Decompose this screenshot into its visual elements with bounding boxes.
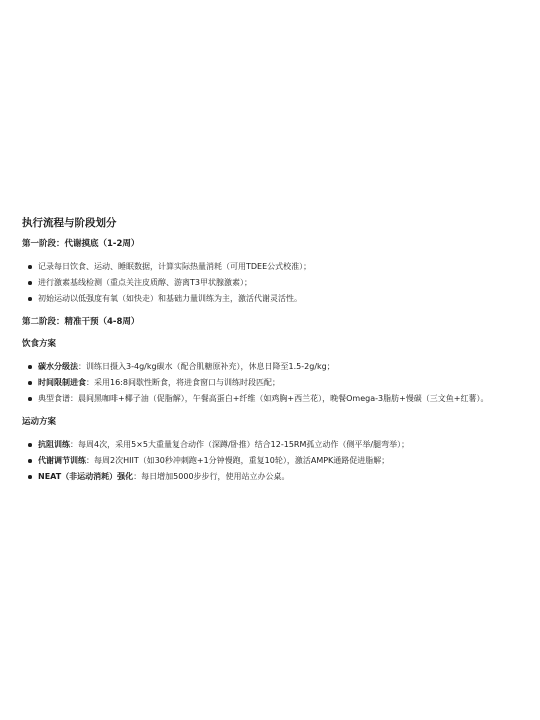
diet-list (22, 360, 522, 406)
bullet-icon (28, 365, 32, 369)
bullet-icon (28, 281, 32, 285)
document-body (22, 216, 522, 494)
bullet-icon (28, 297, 32, 301)
bullet-icon (28, 459, 32, 463)
list-item: 初始运动以低强度有氧（如快走）和基础力量训练为主，激活代谢灵活性。 (22, 292, 522, 306)
list-item: 代谢调节训练：每周2次HIIT（如30秒冲刺跑+1分钟慢跑，重复10轮），激活AMPK通路促进脂解； (22, 454, 522, 468)
list-item: 抗阻训练：每周4次，采用5×5大重量复合动作（深蹲/卧推）结合12-15RM孤立动作（侧平举/腿弯举）； (22, 438, 522, 452)
phase1-title: 第一阶段：代谢摸底（1-2周） (22, 239, 140, 249)
list-item: 典型食谱：晨间黑咖啡+椰子油（促脂解），午餐高蛋白+纤维（如鸡胸+西兰花），晚餐Omega-3脂肪+慢碳（三文鱼+红薯）。 (22, 392, 522, 406)
bullet-icon (28, 397, 32, 401)
exercise-title: 运动方案 (22, 417, 57, 427)
list-item: 进行激素基线检测（重点关注皮质醇、游离T3甲状腺激素）； (22, 276, 522, 290)
bullet-icon (28, 443, 32, 447)
phase1-list (22, 260, 522, 306)
bullet-icon (28, 265, 32, 269)
list-item: 记录每日饮食、运动、睡眠数据，计算实际热量消耗（可用TDEE公式校准）； (22, 260, 522, 274)
list-item: 碳水分级法：训练日摄入3-4g/kg碳水（配合肌糖原补充），休息日降至1.5-2g/kg； (22, 360, 522, 374)
phase2-title: 第二阶段：精准干预（4-8周） (22, 317, 140, 327)
exercise-list (22, 438, 522, 484)
list-item: NEAT（非运动消耗）强化：每日增加5000步步行，使用站立办公桌。 (22, 470, 522, 484)
section-title: 执行流程与阶段划分 (22, 217, 117, 229)
list-item: 时间限制进食：采用16:8间歇性断食，将进食窗口与训练时段匹配； (22, 376, 522, 390)
diet-title: 饮食方案 (22, 339, 57, 349)
bullet-icon (28, 475, 32, 479)
bullet-icon (28, 381, 32, 385)
